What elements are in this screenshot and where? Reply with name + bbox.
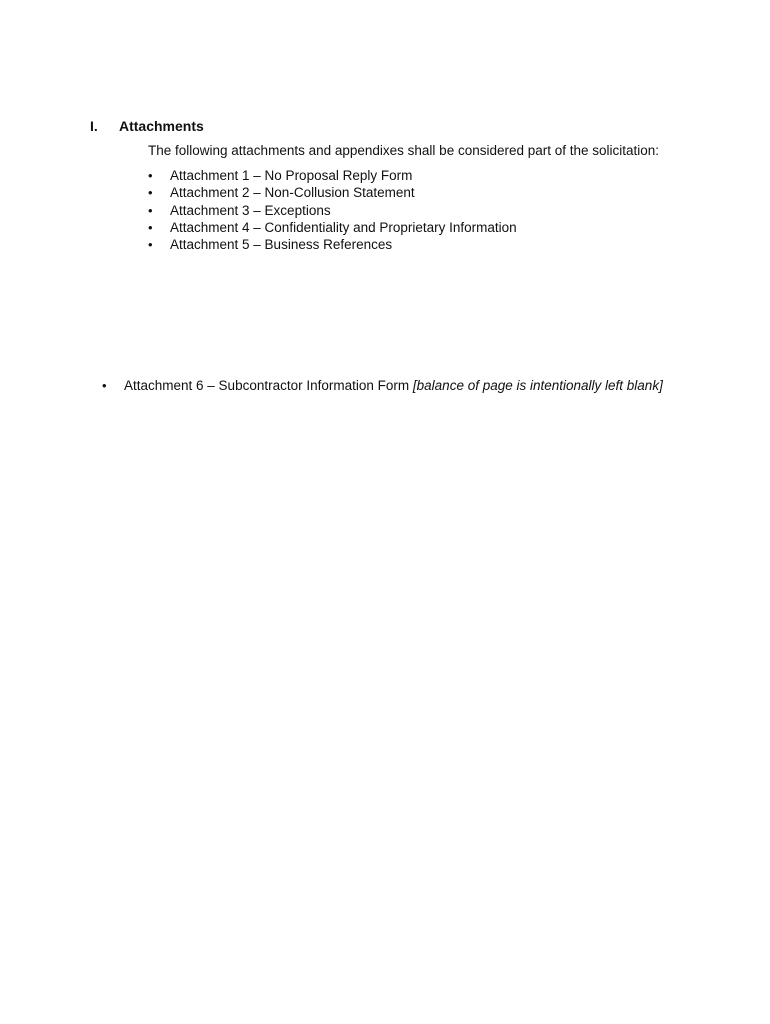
bullet-icon: • xyxy=(148,202,153,218)
list-item xyxy=(148,167,517,184)
attachment-1-label: Attachment 1 – No Proposal Reply Form xyxy=(170,168,413,183)
list-item xyxy=(148,219,517,236)
list-item xyxy=(148,202,517,219)
list-item xyxy=(148,184,517,201)
intro-paragraph: The following attachments and appendixes shall be considered part of the solicitation: xyxy=(148,143,660,158)
bullet-icon: • xyxy=(148,219,153,235)
attachment-6-text xyxy=(102,378,663,393)
section-heading: Attachments xyxy=(119,118,204,134)
attachment-2-label: Attachment 2 – Non-Collusion Statement xyxy=(170,185,415,201)
list-item xyxy=(148,236,517,253)
attachments-list xyxy=(148,167,517,253)
attachment-4-label: Attachment 4 – Confidentiality and Proprietary Information xyxy=(170,219,517,235)
bullet-icon: • xyxy=(148,185,153,201)
attachment-6-label: Attachment 6 – Subcontractor Information Form xyxy=(124,378,410,393)
bullet-icon: • xyxy=(148,168,153,183)
section-number: I. xyxy=(90,118,98,134)
attachment-6-item xyxy=(102,377,663,394)
bullet-icon: • xyxy=(102,378,107,393)
attachment-5-label: Attachment 5 – Business References xyxy=(170,237,393,253)
bullet-icon: • xyxy=(148,237,153,253)
blank-page-note: [balance of page is intentionally left blank] xyxy=(412,378,663,393)
attachment-3-label: Attachment 3 – Exceptions xyxy=(170,202,331,218)
